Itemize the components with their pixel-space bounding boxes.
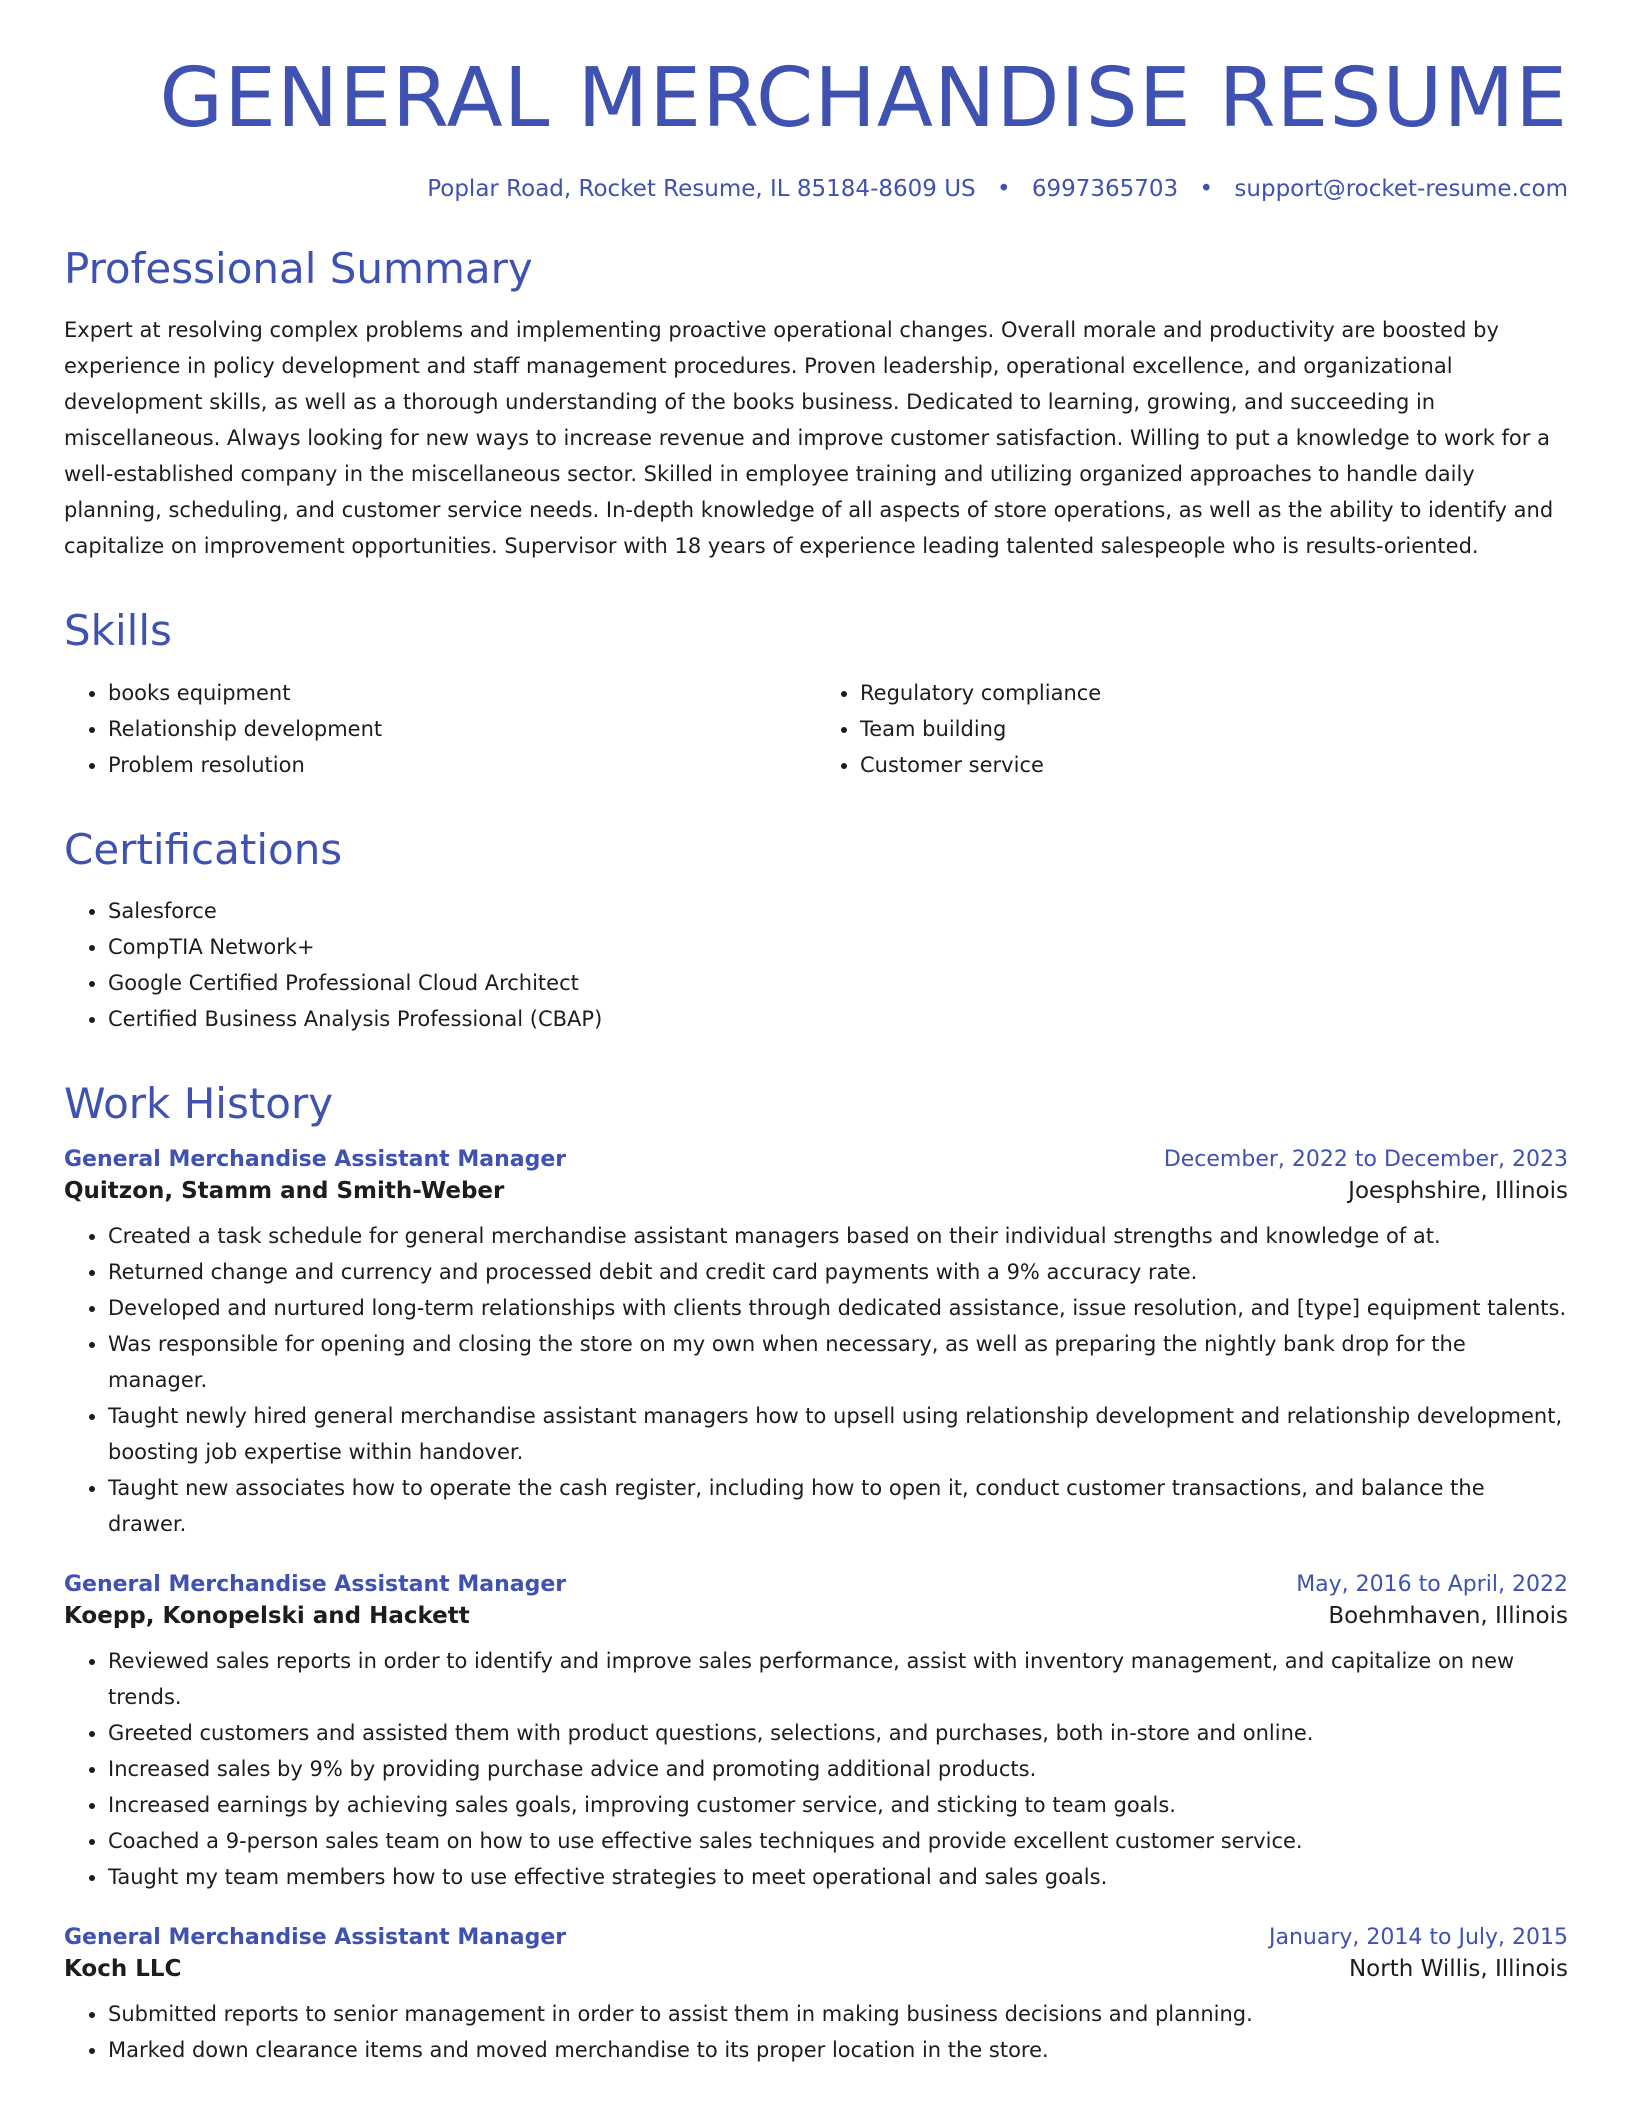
certification-item: • Google Certified Professional Cloud Architect <box>108 965 1568 1001</box>
skill-item: • Problem resolution <box>108 747 816 783</box>
job-bullets <box>64 1643 1568 1895</box>
job-company: Koepp, Konopelski and Hackett <box>64 1603 470 1630</box>
contact-address: Poplar Road, Rocket Resume, IL 85184-8609 US <box>427 176 976 203</box>
summary-heading: Professional Summary <box>64 244 533 294</box>
job-bullet: • Submitted reports to senior management in order to assist them in making business decisions and planning. <box>108 1996 1568 2032</box>
contact-separator: • <box>996 176 1011 203</box>
skills-list-left <box>64 675 816 783</box>
job-bullet: • Marked down clearance items and moved merchandise to its proper location in the store. <box>108 2032 1568 2068</box>
resume-title: GENERAL MERCHANDISE RESUME <box>159 51 1568 146</box>
job-dates: May, 2016 to April, 2022 <box>1296 1572 1568 1598</box>
skill-item: • Customer service <box>860 747 1568 783</box>
job-bullet: • Increased sales by 9% by providing purchase advice and promoting additional products. <box>108 1751 1568 1787</box>
certification-item: • Certified Business Analysis Professional (CBAP) <box>108 1001 1568 1037</box>
certifications-heading: Certifications <box>64 824 343 874</box>
resume-header <box>64 0 1568 202</box>
job-title-row <box>64 1572 1568 1597</box>
certification-item: • Salesforce <box>108 893 1568 929</box>
job-company-row <box>64 1172 1568 1204</box>
summary-text: Expert at resolving complex problems and implementing proactive operational changes. Overall morale and productivity are boosted by experience in policy development and staff management procedures. Proven leadership, operational excellence, and organizational development skills, as well as a thorough understanding of the books business. Dedicated to learning, growing, and succeeding in miscellaneous. Always looking for new ways to increase revenue and improve customer satisfaction. Willing to put a knowledge to work for a well-established company in the miscellaneous sector. Skilled in employee training and utilizing organized approaches to handle daily planning, scheduling, and customer service needs. In-depth knowledge of all aspects of store operations, as well as the ability to identify and capitalize on improvement opportunities. Supervisor with 18 years of experience leading talented salespeople who is results-oriented. <box>64 318 1554 559</box>
job-entry <box>64 1572 1568 1895</box>
summary-section <box>64 246 1568 564</box>
skill-item: • Relationship development <box>108 711 816 747</box>
skills-heading: Skills <box>64 606 172 656</box>
skills-section <box>64 608 1568 782</box>
job-title: General Merchandise Assistant Manager <box>64 1147 567 1173</box>
job-company: Koch LLC <box>64 1956 182 1983</box>
job-company: Quitzon, Stamm and Smith-Weber <box>64 1178 505 1205</box>
job-location: Joesphshire, Illinois <box>1348 1178 1568 1205</box>
work-history-heading: Work History <box>64 1078 334 1128</box>
job-dates: January, 2014 to July, 2015 <box>1269 1925 1568 1951</box>
job-bullet: • Taught new associates how to operate the cash register, including how to open it, conduct customer transactions, and balance the drawer. <box>108 1470 1568 1542</box>
contact-email: support@rocket-resume.com <box>1234 176 1568 203</box>
job-bullet: • Returned change and currency and processed debit and credit card payments with a 9% accuracy rate. <box>108 1254 1568 1290</box>
certifications-section <box>64 824 1568 1037</box>
job-bullet: • Created a task schedule for general merchandise assistant managers based on their individual strengths and knowledge of at. <box>108 1218 1568 1254</box>
work-history-section <box>64 1078 1568 2068</box>
job-bullet: • Increased earnings by achieving sales goals, improving customer service, and sticking to team goals. <box>108 1787 1568 1823</box>
skills-columns <box>64 675 1568 783</box>
job-bullet: • Taught newly hired general merchandise assistant managers how to upsell using relationship development and relationship development, boosting job expertise within handover. <box>108 1398 1568 1470</box>
job-entry <box>64 1925 1568 2068</box>
certifications-list <box>64 893 1568 1037</box>
skill-item: • Regulatory compliance <box>860 675 1568 711</box>
job-title-row <box>64 1925 1568 1950</box>
job-entry <box>64 1147 1568 1542</box>
job-bullet: • Greeted customers and assisted them with product questions, selections, and purchases, both in-store and online. <box>108 1715 1568 1751</box>
skill-item: • books equipment <box>108 675 816 711</box>
job-company-row <box>64 1950 1568 1982</box>
job-bullets <box>64 1996 1568 2068</box>
job-bullets <box>64 1218 1568 1542</box>
job-dates: December, 2022 to December, 2023 <box>1163 1147 1568 1173</box>
certification-item: • CompTIA Network+ <box>108 929 1568 965</box>
job-title-row <box>64 1147 1568 1172</box>
job-bullet: • Coached a 9-person sales team on how to use effective sales techniques and provide excellent customer service. <box>108 1823 1568 1859</box>
job-bullet: • Was responsible for opening and closing the store on my own when necessary, as well as preparing the nightly bank drop for the manager. <box>108 1326 1568 1398</box>
contact-line <box>64 176 1568 202</box>
job-bullet: • Developed and nurtured long-term relationships with clients through dedicated assistance, issue resolution, and [type] equipment talents. <box>108 1290 1568 1326</box>
job-company-row <box>64 1597 1568 1629</box>
job-location: Boehmhaven, Illinois <box>1328 1603 1568 1630</box>
contact-phone: 6997365703 <box>1031 176 1179 203</box>
job-bullet: • Reviewed sales reports in order to identify and improve sales performance, assist with inventory management, and capitalize on new trends. <box>108 1643 1568 1715</box>
contact-separator: • <box>1199 176 1214 203</box>
job-bullet: • Taught my team members how to use effective strategies to meet operational and sales goals. <box>108 1859 1568 1895</box>
job-title: General Merchandise Assistant Manager <box>64 1925 567 1951</box>
job-location: North Willis, Illinois <box>1348 1956 1568 1983</box>
job-title: General Merchandise Assistant Manager <box>64 1572 567 1598</box>
skill-item: • Team building <box>860 711 1568 747</box>
skills-list-right <box>816 675 1568 783</box>
